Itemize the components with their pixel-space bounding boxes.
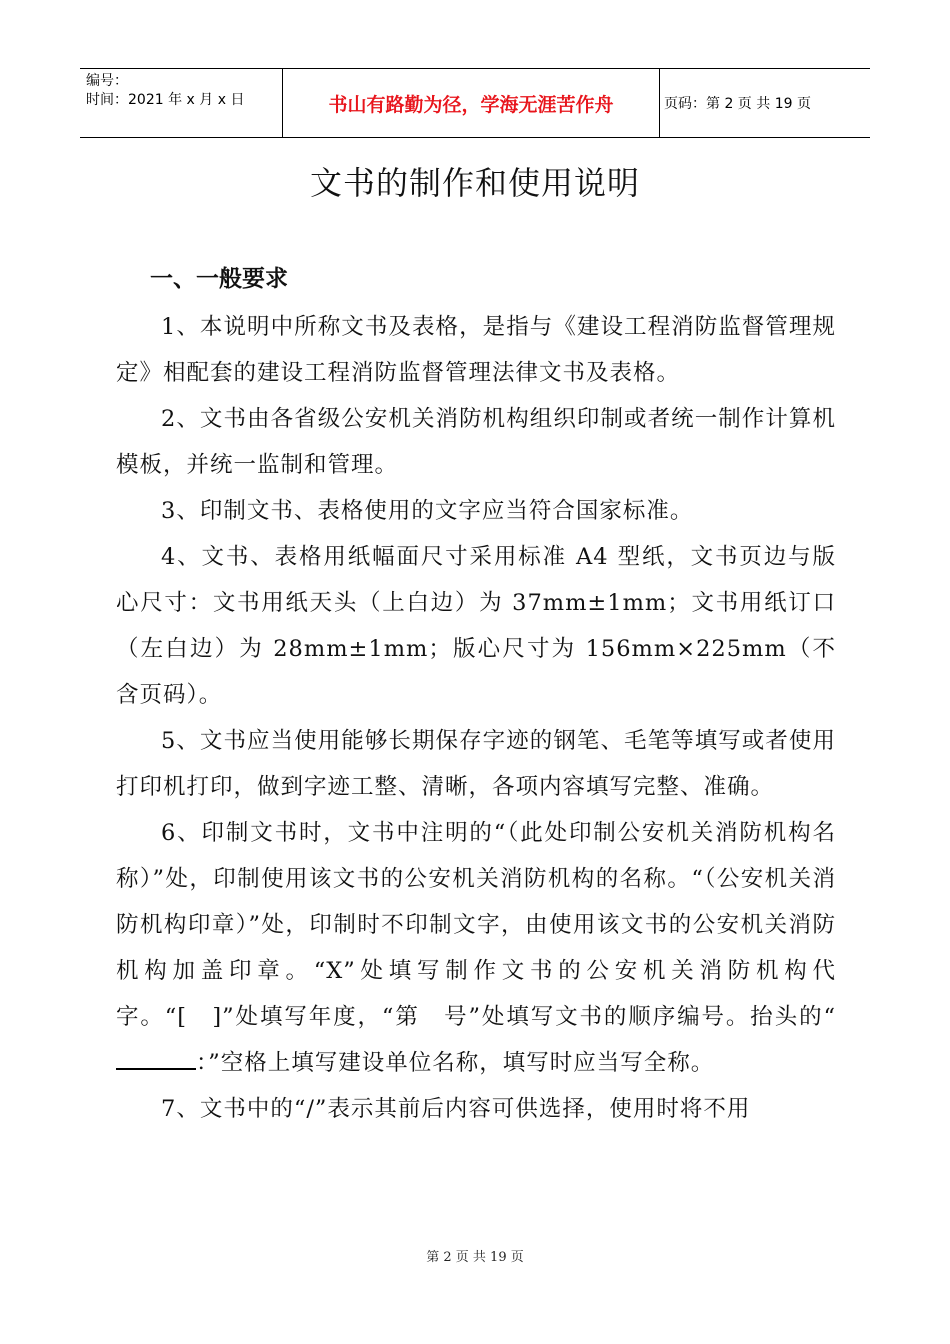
header-motto: 书山有路勤为径，学海无涯苦作舟 [328,93,614,116]
fill-in-blank [116,1042,196,1070]
document-title: 文书的制作和使用说明 [309,164,640,202]
paragraph-3: 3、印制文书、表格使用的文字应当符合国家标准。 [161,498,694,524]
section-heading: 一、一般要求 [150,266,288,292]
page-header [80,68,870,138]
page-footer: 第 2 页 共 19 页 [426,1250,524,1265]
paragraph-2: 2、文书由各省级公安机关消防机构组织印制或者统一制作计算机模板，并统一监制和管理。 [116,406,836,478]
paragraph-6-part-a: 6、印制文书时，文书中注明的“（此处印制公安机关消防机构名称）”处，印制使用该文书的公安机关消防机构的名称。“（公安机关消防机构印章）”处，印制时不印制文字，由使用该文书的公安机关消防机构加盖印章。“X”处填写制作文书的公安机关消防机构代字。“[ ]”处填写年度，“第 号”处填写文书的顺序编号。抬头的“ [116,820,836,1030]
paragraph-7: 7、文书中的“/”表示其前后内容可供选择，使用时将不用 [161,1096,751,1122]
paragraph-6-part-b: ：”空格上填写建设单位名称，填写时应当写全称。 [196,1050,715,1076]
paragraph-1: 1、本说明中所称文书及表格，是指与《建设工程消防监督管理规定》相配套的建设工程消防监督管理法律文书及表格。 [116,314,836,386]
paragraph-4: 4、文书、表格用纸幅面尺寸采用标准 A4 型纸，文书页边与版心尺寸：文书用纸天头（上白边）为 37mm±1mm；文书用纸订口（左白边）为 28mm±1mm；版心尺寸为 156mm×225mm（不含页码）。 [116,544,836,708]
header-motto-cell [282,69,660,137]
paragraph-6 [116,810,836,1086]
header-page-info: 页码：第 2 页 共 19 页 [664,96,811,112]
header-meta [86,72,244,110]
paragraph-5: 5、文书应当使用能够长期保存字迹的钢笔、毛笔等填写或者使用打印机打印，做到字迹工整、清晰，各项内容填写完整、准确。 [116,728,836,800]
document-body [116,304,836,1132]
document-date: 时间：2021 年 x 月 x 日 [86,92,245,108]
document-number-label: 编号： [86,73,128,89]
